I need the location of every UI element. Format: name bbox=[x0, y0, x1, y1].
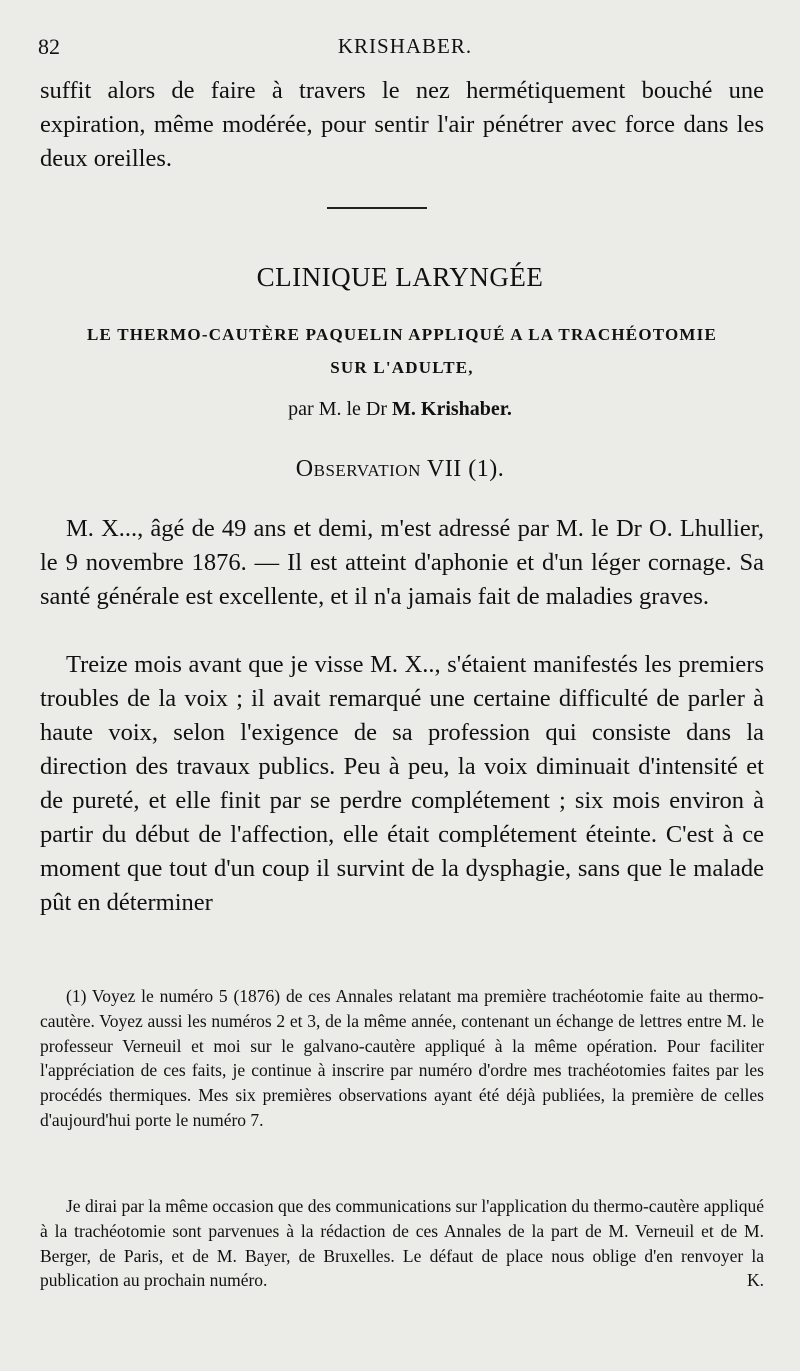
footnote-signoff: K. bbox=[746, 1270, 764, 1291]
section-title: CLINIQUE LARYNGÉE bbox=[256, 262, 544, 292]
page-number: 82 bbox=[38, 34, 60, 59]
byline-author: M. Krishaber. bbox=[392, 398, 512, 420]
article-title-line-2: SUR L'ADULTE, bbox=[330, 358, 474, 377]
footnote-2-text: Je dirai par la même occasion que des communications sur l'application du thermo-cautère appliqué à la trachéotomie sont parvenues à la rédaction de ces Annales de la part de M. Verneuil et de M. Berger, de Paris, et de M. Bayer, de Bruxelles. Le défaut de place nous oblige d'en renvoyer la publication au prochain numéro. bbox=[40, 1196, 764, 1291]
paragraph-1: M. X..., âgé de 49 ans et demi, m'est adressé par M. le Dr O. Lhullier, le 9 novembre 1876. — Il est atteint d'aphonie et d'un léger cornage. Sa santé générale est excellente, et il n'a jamais fait de maladies graves. bbox=[40, 515, 764, 610]
article-title-line-1: LE THERMO-CAUTÈRE PAQUELIN APPLIQUÉ A LA TRACHÉOTOMIE bbox=[86, 325, 718, 344]
running-head: KRISHABER. bbox=[337, 34, 473, 58]
continued-paragraph: suffit alors de faire à travers le nez hermétiquement bouché une expiration, même modérée, pour sentir l'air pénétrer avec force dans les deux oreilles. bbox=[40, 77, 764, 172]
footnote-2 bbox=[40, 1194, 764, 1293]
footnote-1: (1) Voyez le numéro 5 (1876) de ces Annales relatant ma première trachéotomie faite au thermo-cautère. Voyez aussi les numéros 2 et 3, de la même année, contenant un échange de lettres entre M. le professeur Verneuil et moi sur le galvano-cautère appliqué à la même opération. Pour faciliter l'appréciation de ces faits, je continue à inscrire par numéro d'ordre mes trachéotomies faites par les procédés thermiques. Mes six premières observations ayant été déjà publiées, la première de celles d'aujourd'hui porte le numéro 7. bbox=[40, 986, 764, 1130]
article-title bbox=[40, 318, 764, 384]
section-divider bbox=[327, 207, 427, 209]
byline-prefix: par M. le Dr bbox=[288, 398, 388, 420]
observation-heading: Observation VII (1). bbox=[295, 456, 505, 482]
paragraph-2: Treize mois avant que je visse M. X.., s'étaient manifestés les premiers troubles de la voix ; il avait remarqué une certaine difficulté de parler à haute voix, selon l'exigence de sa profession qui consiste dans la direction des travaux publics. Peu à peu, la voix diminuait d'intensité et de pureté, et elle finit par se perdre complétement ; six mois environ à partir du début de l'affection, elle était complétement éteinte. C'est à ce moment que tout d'un coup il survint de la dysphagie, sans que le malade pût en déterminer bbox=[40, 651, 764, 916]
byline bbox=[0, 398, 800, 421]
page-header bbox=[38, 34, 772, 70]
